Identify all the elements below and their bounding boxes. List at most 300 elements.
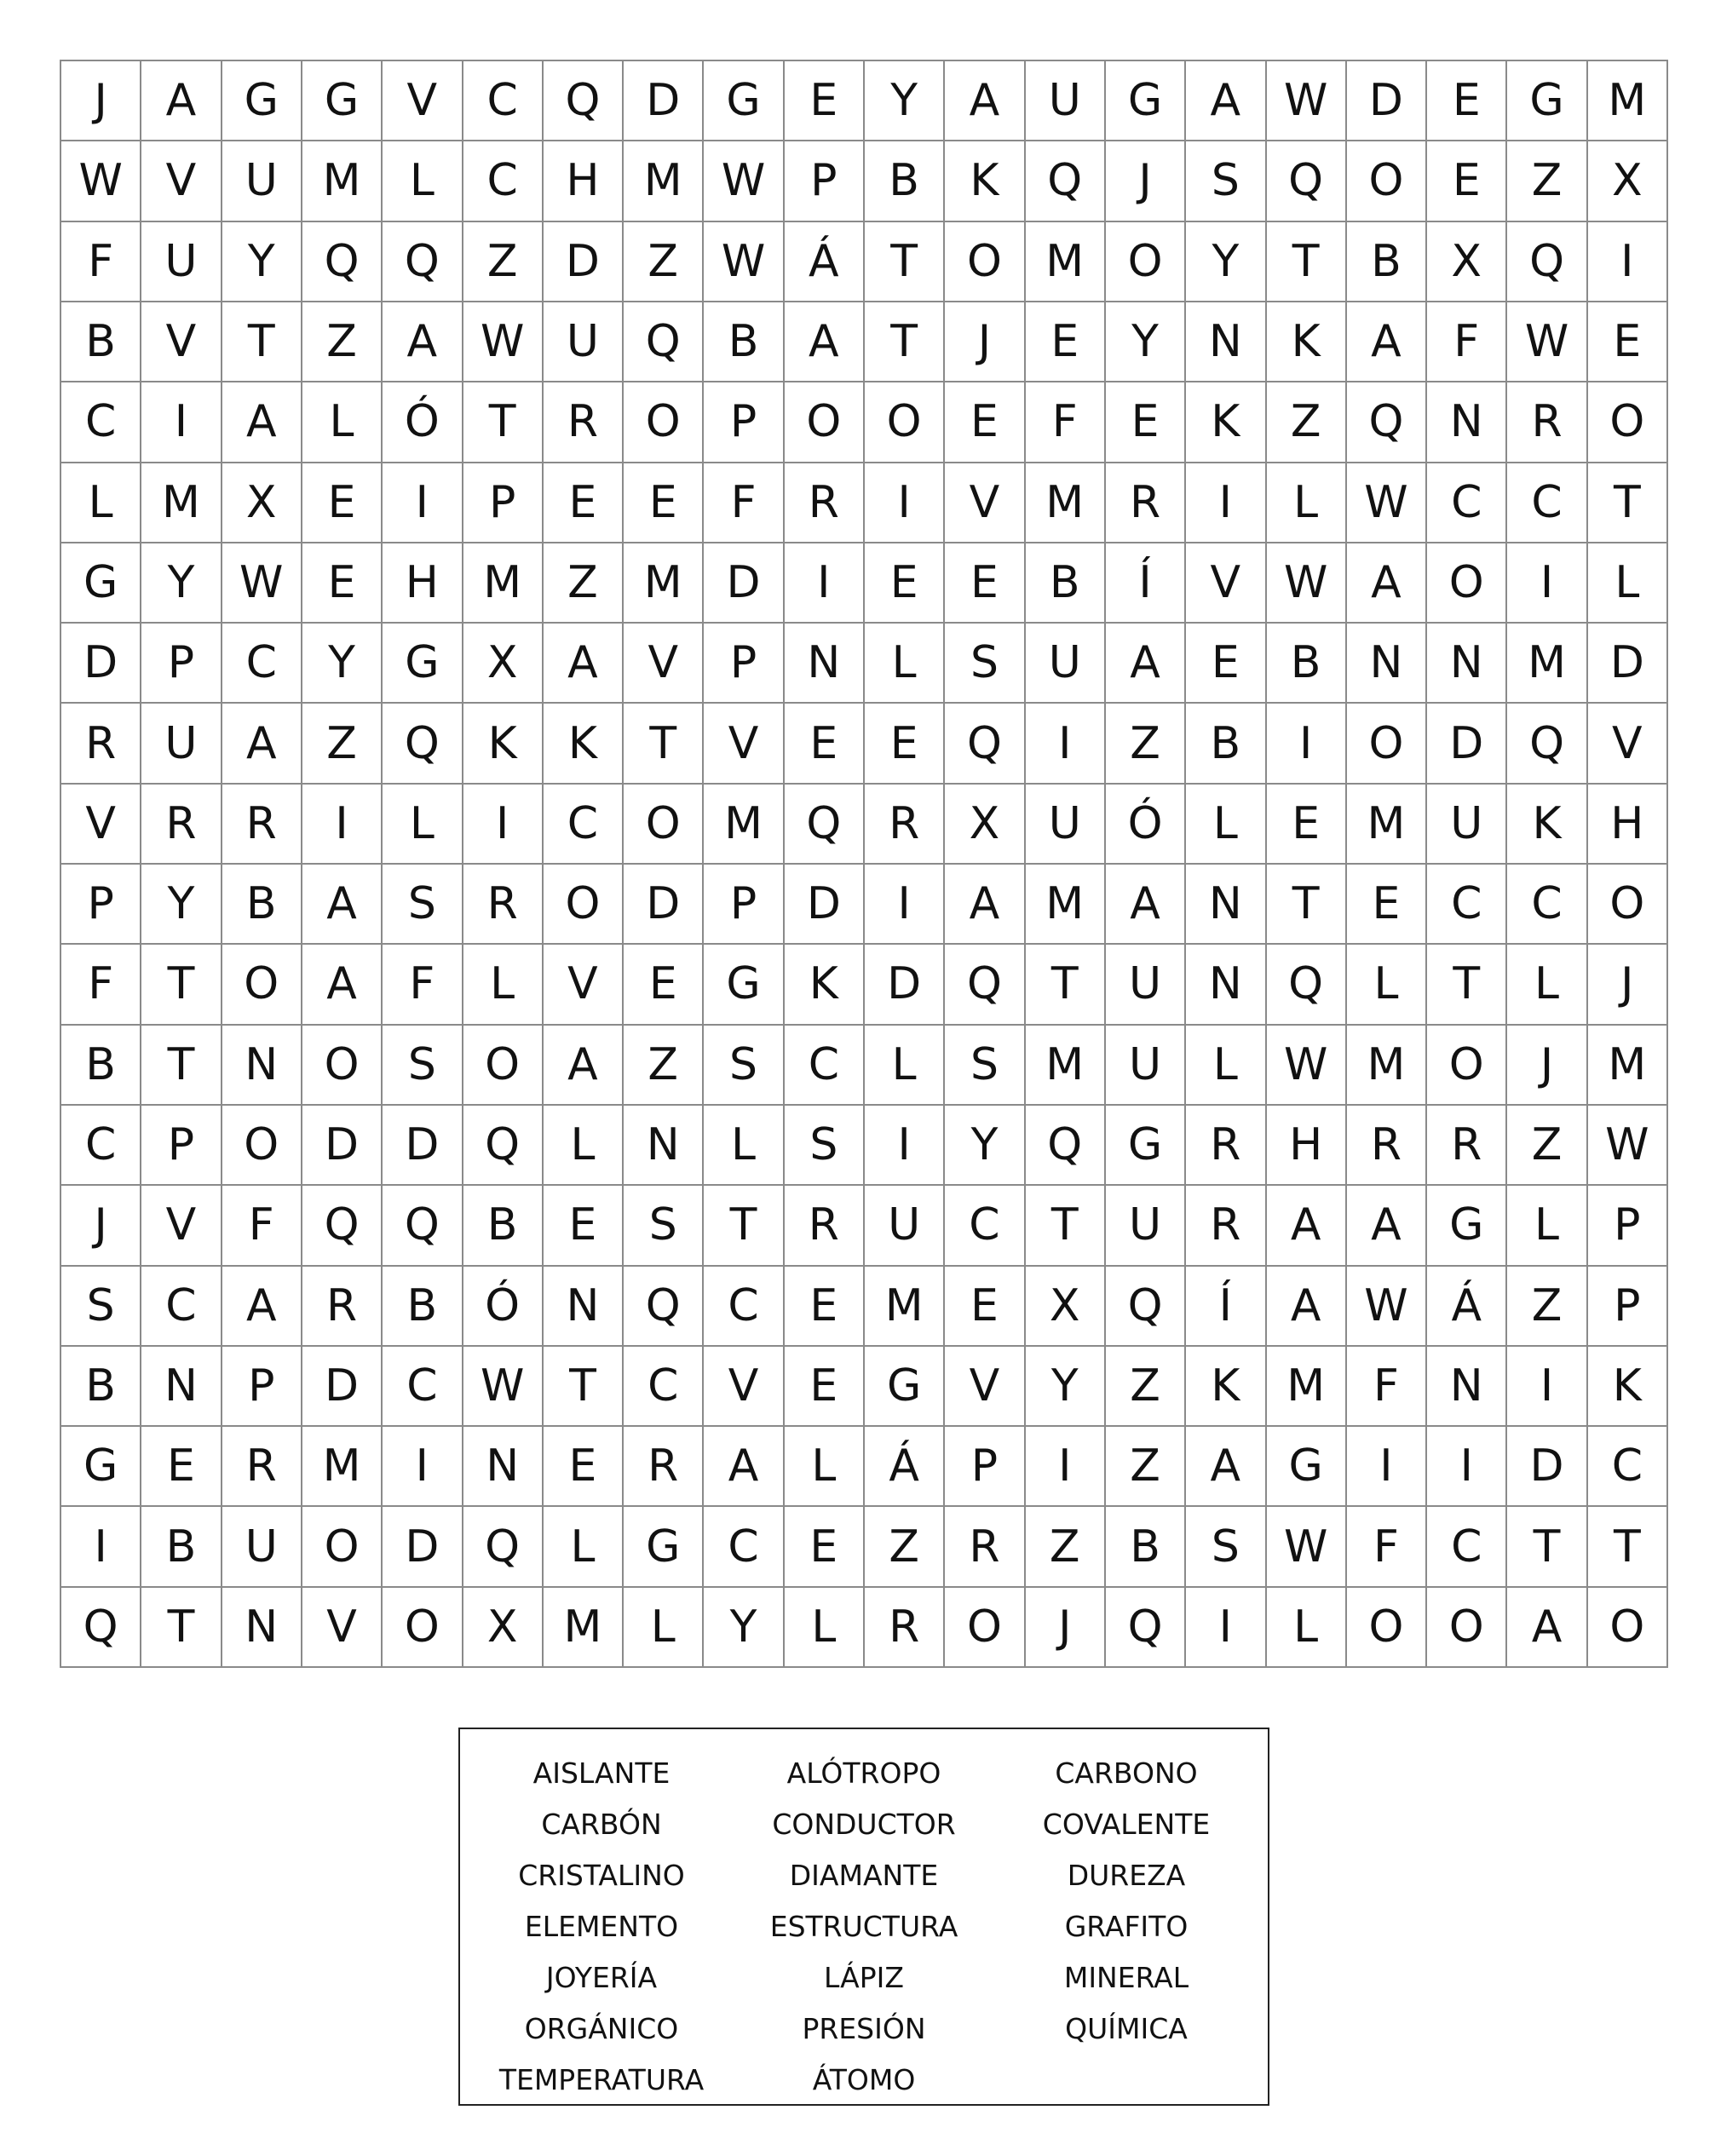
grid-cell[interactable]: P — [463, 463, 544, 543]
grid-cell[interactable]: E — [624, 945, 704, 1025]
grid-cell[interactable]: K — [544, 704, 624, 784]
grid-cell[interactable]: K — [1588, 1347, 1668, 1427]
grid-cell[interactable]: N — [141, 1347, 222, 1427]
grid-cell[interactable]: E — [302, 543, 383, 624]
grid-cell[interactable]: E — [1427, 61, 1507, 141]
grid-cell[interactable]: P — [61, 865, 141, 945]
grid-cell[interactable]: G — [383, 624, 463, 704]
grid-cell[interactable]: E — [1588, 302, 1668, 382]
grid-cell[interactable]: D — [624, 865, 704, 945]
grid-cell[interactable]: Q — [785, 785, 865, 865]
grid-cell[interactable]: E — [785, 1507, 865, 1587]
grid-cell[interactable]: Z — [1507, 141, 1587, 221]
grid-cell[interactable]: T — [1267, 222, 1347, 302]
grid-cell[interactable]: V — [141, 141, 222, 221]
grid-cell[interactable]: C — [704, 1507, 784, 1587]
grid-cell[interactable]: V — [141, 302, 222, 382]
grid-cell[interactable]: P — [1588, 1186, 1668, 1266]
grid-cell[interactable]: C — [1507, 463, 1587, 543]
grid-cell[interactable]: Q — [1267, 141, 1347, 221]
grid-cell[interactable]: D — [383, 1106, 463, 1186]
grid-cell[interactable]: D — [704, 543, 784, 624]
grid-cell[interactable]: R — [1186, 1186, 1266, 1266]
grid-cell[interactable]: I — [141, 382, 222, 463]
grid-cell[interactable]: R — [463, 865, 544, 945]
grid-cell[interactable]: Y — [704, 1588, 784, 1668]
grid-cell[interactable]: O — [945, 1588, 1025, 1668]
grid-cell[interactable]: S — [624, 1186, 704, 1266]
grid-cell[interactable]: C — [463, 61, 544, 141]
grid-cell[interactable]: O — [1427, 543, 1507, 624]
grid-cell[interactable]: C — [61, 382, 141, 463]
grid-cell[interactable]: L — [1267, 1588, 1347, 1668]
grid-cell[interactable]: P — [141, 1106, 222, 1186]
grid-cell[interactable]: Z — [1026, 1507, 1106, 1587]
grid-cell[interactable]: T — [1507, 1507, 1587, 1587]
grid-cell[interactable]: E — [624, 463, 704, 543]
grid-cell[interactable]: W — [1267, 543, 1347, 624]
grid-cell[interactable]: A — [544, 1026, 624, 1106]
grid-cell[interactable]: Q — [624, 302, 704, 382]
grid-cell[interactable]: Q — [1106, 1267, 1186, 1347]
grid-cell[interactable]: L — [1186, 785, 1266, 865]
grid-cell[interactable]: C — [383, 1347, 463, 1427]
grid-cell[interactable]: W — [222, 543, 302, 624]
grid-cell[interactable]: N — [544, 1267, 624, 1347]
grid-cell[interactable]: P — [785, 141, 865, 221]
grid-cell[interactable]: M — [302, 141, 383, 221]
grid-cell[interactable]: E — [785, 1267, 865, 1347]
grid-cell[interactable]: Q — [1026, 141, 1106, 221]
grid-cell[interactable]: R — [141, 785, 222, 865]
grid-cell[interactable]: R — [302, 1267, 383, 1347]
grid-cell[interactable]: Z — [1106, 1347, 1186, 1427]
grid-cell[interactable]: R — [61, 704, 141, 784]
grid-cell[interactable]: I — [1267, 704, 1347, 784]
grid-cell[interactable]: A — [1347, 302, 1427, 382]
grid-cell[interactable]: V — [383, 61, 463, 141]
grid-cell[interactable]: D — [383, 1507, 463, 1587]
grid-cell[interactable]: I — [1507, 543, 1587, 624]
grid-cell[interactable]: R — [945, 1507, 1025, 1587]
grid-cell[interactable]: G — [1507, 61, 1587, 141]
grid-cell[interactable]: L — [1588, 543, 1668, 624]
grid-cell[interactable]: C — [1507, 865, 1587, 945]
grid-cell[interactable]: Q — [383, 222, 463, 302]
grid-cell[interactable]: A — [302, 865, 383, 945]
grid-cell[interactable]: E — [1347, 865, 1427, 945]
grid-cell[interactable]: G — [1267, 1427, 1347, 1507]
grid-cell[interactable]: V — [945, 1347, 1025, 1427]
grid-cell[interactable]: Q — [383, 1186, 463, 1266]
grid-cell[interactable]: C — [785, 1026, 865, 1106]
grid-cell[interactable]: S — [945, 1026, 1025, 1106]
grid-cell[interactable]: B — [1186, 704, 1266, 784]
grid-cell[interactable]: K — [1186, 382, 1266, 463]
grid-cell[interactable]: V — [945, 463, 1025, 543]
grid-cell[interactable]: Q — [463, 1106, 544, 1186]
grid-cell[interactable]: E — [1267, 785, 1347, 865]
grid-cell[interactable]: K — [945, 141, 1025, 221]
grid-cell[interactable]: Ó — [1106, 785, 1186, 865]
grid-cell[interactable]: F — [1427, 302, 1507, 382]
grid-cell[interactable]: N — [222, 1026, 302, 1106]
grid-cell[interactable]: V — [544, 945, 624, 1025]
grid-cell[interactable]: A — [1347, 543, 1427, 624]
grid-cell[interactable]: R — [222, 785, 302, 865]
grid-cell[interactable]: H — [544, 141, 624, 221]
grid-cell[interactable]: M — [463, 543, 544, 624]
grid-cell[interactable]: M — [624, 543, 704, 624]
grid-cell[interactable]: S — [1186, 1507, 1266, 1587]
grid-cell[interactable]: M — [1347, 785, 1427, 865]
grid-cell[interactable]: O — [544, 865, 624, 945]
grid-cell[interactable]: Y — [945, 1106, 1025, 1186]
grid-cell[interactable]: Q — [302, 1186, 383, 1266]
grid-cell[interactable]: U — [1106, 1186, 1186, 1266]
grid-cell[interactable]: L — [624, 1588, 704, 1668]
grid-cell[interactable]: J — [61, 1186, 141, 1266]
grid-cell[interactable]: T — [1588, 1507, 1668, 1587]
grid-cell[interactable]: G — [704, 61, 784, 141]
grid-cell[interactable]: Z — [544, 543, 624, 624]
grid-cell[interactable]: O — [302, 1507, 383, 1587]
grid-cell[interactable]: K — [1186, 1347, 1266, 1427]
grid-cell[interactable]: R — [544, 382, 624, 463]
grid-cell[interactable]: L — [383, 141, 463, 221]
grid-cell[interactable]: W — [1267, 1507, 1347, 1587]
grid-cell[interactable]: Z — [1106, 1427, 1186, 1507]
grid-cell[interactable]: L — [61, 463, 141, 543]
grid-cell[interactable]: S — [704, 1026, 784, 1106]
grid-cell[interactable]: B — [463, 1186, 544, 1266]
grid-cell[interactable]: E — [865, 704, 945, 784]
grid-cell[interactable]: M — [1507, 624, 1587, 704]
grid-cell[interactable]: L — [865, 1026, 945, 1106]
grid-cell[interactable]: E — [785, 1347, 865, 1427]
grid-cell[interactable]: F — [222, 1186, 302, 1266]
grid-cell[interactable]: T — [704, 1186, 784, 1266]
grid-cell[interactable]: R — [785, 1186, 865, 1266]
grid-cell[interactable]: Q — [1026, 1106, 1106, 1186]
grid-cell[interactable]: E — [785, 704, 865, 784]
grid-cell[interactable]: G — [222, 61, 302, 141]
grid-cell[interactable]: C — [463, 141, 544, 221]
grid-cell[interactable]: O — [1347, 704, 1427, 784]
grid-cell[interactable]: T — [1267, 865, 1347, 945]
grid-cell[interactable]: P — [704, 624, 784, 704]
grid-cell[interactable]: Q — [61, 1588, 141, 1668]
grid-cell[interactable]: P — [704, 382, 784, 463]
grid-cell[interactable]: N — [1186, 945, 1266, 1025]
grid-cell[interactable]: A — [1347, 1186, 1427, 1266]
grid-cell[interactable]: L — [1507, 945, 1587, 1025]
grid-cell[interactable]: N — [1186, 865, 1266, 945]
grid-cell[interactable]: H — [1588, 785, 1668, 865]
grid-cell[interactable]: L — [1347, 945, 1427, 1025]
grid-cell[interactable]: F — [704, 463, 784, 543]
grid-cell[interactable]: A — [945, 865, 1025, 945]
grid-cell[interactable]: B — [222, 865, 302, 945]
grid-cell[interactable]: U — [544, 302, 624, 382]
grid-cell[interactable]: A — [1267, 1267, 1347, 1347]
grid-cell[interactable]: M — [1026, 1026, 1106, 1106]
grid-cell[interactable]: M — [1267, 1347, 1347, 1427]
grid-cell[interactable]: T — [1026, 945, 1106, 1025]
grid-cell[interactable]: Y — [1026, 1347, 1106, 1427]
grid-cell[interactable]: L — [544, 1507, 624, 1587]
grid-cell[interactable]: D — [785, 865, 865, 945]
grid-cell[interactable]: K — [1507, 785, 1587, 865]
grid-cell[interactable]: O — [624, 785, 704, 865]
grid-cell[interactable]: A — [1267, 1186, 1347, 1266]
grid-cell[interactable]: A — [1507, 1588, 1587, 1668]
grid-cell[interactable]: L — [383, 785, 463, 865]
grid-cell[interactable]: O — [624, 382, 704, 463]
grid-cell[interactable]: B — [704, 302, 784, 382]
grid-cell[interactable]: M — [624, 141, 704, 221]
grid-cell[interactable]: I — [1588, 222, 1668, 302]
grid-cell[interactable]: U — [1106, 945, 1186, 1025]
grid-cell[interactable]: R — [865, 1588, 945, 1668]
grid-cell[interactable]: R — [1507, 382, 1587, 463]
grid-cell[interactable]: F — [1347, 1507, 1427, 1587]
grid-cell[interactable]: W — [704, 141, 784, 221]
grid-cell[interactable]: U — [222, 1507, 302, 1587]
grid-cell[interactable]: X — [945, 785, 1025, 865]
grid-cell[interactable]: I — [302, 785, 383, 865]
grid-cell[interactable]: D — [1588, 624, 1668, 704]
grid-cell[interactable]: E — [302, 463, 383, 543]
grid-cell[interactable]: Q — [624, 1267, 704, 1347]
grid-cell[interactable]: Q — [1347, 382, 1427, 463]
grid-cell[interactable]: Q — [1106, 1588, 1186, 1668]
grid-cell[interactable]: G — [1106, 61, 1186, 141]
grid-cell[interactable]: W — [61, 141, 141, 221]
grid-cell[interactable]: A — [141, 61, 222, 141]
grid-cell[interactable]: M — [544, 1588, 624, 1668]
grid-cell[interactable]: L — [704, 1106, 784, 1186]
grid-cell[interactable]: X — [1588, 141, 1668, 221]
grid-cell[interactable]: X — [1026, 1267, 1106, 1347]
grid-cell[interactable]: Y — [1106, 302, 1186, 382]
grid-cell[interactable]: Y — [1186, 222, 1266, 302]
grid-cell[interactable]: T — [463, 382, 544, 463]
grid-cell[interactable]: Z — [302, 704, 383, 784]
grid-cell[interactable]: L — [865, 624, 945, 704]
grid-cell[interactable]: B — [61, 302, 141, 382]
grid-cell[interactable]: C — [1427, 1507, 1507, 1587]
grid-cell[interactable]: E — [945, 543, 1025, 624]
grid-cell[interactable]: B — [1106, 1507, 1186, 1587]
grid-cell[interactable]: E — [865, 543, 945, 624]
grid-cell[interactable]: V — [704, 704, 784, 784]
grid-cell[interactable]: F — [1026, 382, 1106, 463]
grid-cell[interactable]: I — [865, 865, 945, 945]
grid-cell[interactable]: E — [141, 1427, 222, 1507]
grid-cell[interactable]: Y — [141, 865, 222, 945]
grid-cell[interactable]: O — [865, 382, 945, 463]
grid-cell[interactable]: I — [1026, 704, 1106, 784]
grid-cell[interactable]: N — [785, 624, 865, 704]
grid-cell[interactable]: Q — [1507, 704, 1587, 784]
grid-cell[interactable]: N — [222, 1588, 302, 1668]
grid-cell[interactable]: O — [1588, 382, 1668, 463]
grid-cell[interactable]: W — [463, 302, 544, 382]
grid-cell[interactable]: S — [383, 1026, 463, 1106]
grid-cell[interactable]: Z — [865, 1507, 945, 1587]
grid-cell[interactable]: A — [222, 704, 302, 784]
grid-cell[interactable]: R — [1186, 1106, 1266, 1186]
grid-cell[interactable]: Q — [945, 704, 1025, 784]
grid-cell[interactable]: E — [1186, 624, 1266, 704]
grid-cell[interactable]: Q — [1267, 945, 1347, 1025]
grid-cell[interactable]: U — [141, 704, 222, 784]
grid-cell[interactable]: M — [704, 785, 784, 865]
grid-cell[interactable]: L — [785, 1427, 865, 1507]
grid-cell[interactable]: M — [141, 463, 222, 543]
grid-cell[interactable]: R — [1106, 463, 1186, 543]
grid-cell[interactable]: B — [1347, 222, 1427, 302]
grid-cell[interactable]: S — [61, 1267, 141, 1347]
grid-cell[interactable]: Z — [624, 1026, 704, 1106]
grid-cell[interactable]: D — [302, 1106, 383, 1186]
grid-cell[interactable]: W — [463, 1347, 544, 1427]
grid-cell[interactable]: T — [141, 945, 222, 1025]
grid-cell[interactable]: I — [1507, 1347, 1587, 1427]
grid-cell[interactable]: K — [463, 704, 544, 784]
grid-cell[interactable]: W — [1507, 302, 1587, 382]
grid-cell[interactable]: C — [61, 1106, 141, 1186]
grid-cell[interactable]: X — [463, 624, 544, 704]
grid-cell[interactable]: F — [61, 945, 141, 1025]
grid-cell[interactable]: B — [141, 1507, 222, 1587]
grid-cell[interactable]: F — [383, 945, 463, 1025]
grid-cell[interactable]: Í — [1186, 1267, 1266, 1347]
grid-cell[interactable]: C — [704, 1267, 784, 1347]
grid-cell[interactable]: L — [1507, 1186, 1587, 1266]
grid-cell[interactable]: A — [704, 1427, 784, 1507]
grid-cell[interactable]: A — [1186, 61, 1266, 141]
grid-cell[interactable]: P — [704, 865, 784, 945]
grid-cell[interactable]: T — [624, 704, 704, 784]
grid-cell[interactable]: C — [141, 1267, 222, 1347]
grid-cell[interactable]: G — [61, 543, 141, 624]
grid-cell[interactable]: U — [1427, 785, 1507, 865]
grid-cell[interactable]: J — [61, 61, 141, 141]
grid-cell[interactable]: K — [785, 945, 865, 1025]
grid-cell[interactable]: U — [141, 222, 222, 302]
grid-cell[interactable]: I — [61, 1507, 141, 1587]
grid-cell[interactable]: T — [141, 1588, 222, 1668]
grid-cell[interactable]: I — [383, 463, 463, 543]
grid-cell[interactable]: Z — [463, 222, 544, 302]
grid-cell[interactable]: U — [1026, 624, 1106, 704]
grid-cell[interactable]: G — [704, 945, 784, 1025]
grid-cell[interactable]: D — [1347, 61, 1427, 141]
grid-cell[interactable]: Z — [1507, 1106, 1587, 1186]
grid-cell[interactable]: M — [302, 1427, 383, 1507]
grid-cell[interactable]: O — [1588, 865, 1668, 945]
grid-cell[interactable]: N — [1427, 1347, 1507, 1427]
grid-cell[interactable]: P — [222, 1347, 302, 1427]
grid-cell[interactable]: E — [945, 1267, 1025, 1347]
grid-cell[interactable]: W — [704, 222, 784, 302]
grid-cell[interactable]: T — [865, 302, 945, 382]
grid-cell[interactable]: J — [1026, 1588, 1106, 1668]
grid-cell[interactable]: J — [1106, 141, 1186, 221]
grid-cell[interactable]: N — [624, 1106, 704, 1186]
grid-cell[interactable]: U — [865, 1186, 945, 1266]
grid-cell[interactable]: Z — [1106, 704, 1186, 784]
grid-cell[interactable]: Z — [1267, 382, 1347, 463]
grid-cell[interactable]: M — [865, 1267, 945, 1347]
grid-cell[interactable]: L — [463, 945, 544, 1025]
grid-cell[interactable]: U — [222, 141, 302, 221]
grid-cell[interactable]: R — [785, 463, 865, 543]
grid-cell[interactable]: M — [1026, 222, 1106, 302]
grid-cell[interactable]: C — [1427, 865, 1507, 945]
grid-cell[interactable]: R — [1347, 1106, 1427, 1186]
grid-cell[interactable]: Q — [1507, 222, 1587, 302]
grid-cell[interactable]: A — [945, 61, 1025, 141]
grid-cell[interactable]: C — [1427, 463, 1507, 543]
grid-cell[interactable]: N — [1186, 302, 1266, 382]
grid-cell[interactable]: D — [302, 1347, 383, 1427]
grid-cell[interactable]: O — [1588, 1588, 1668, 1668]
grid-cell[interactable]: A — [1106, 624, 1186, 704]
grid-cell[interactable]: U — [1026, 785, 1106, 865]
grid-cell[interactable]: O — [785, 382, 865, 463]
grid-cell[interactable]: T — [1026, 1186, 1106, 1266]
grid-cell[interactable]: A — [222, 1267, 302, 1347]
grid-cell[interactable]: W — [1347, 463, 1427, 543]
grid-cell[interactable]: O — [222, 945, 302, 1025]
grid-cell[interactable]: E — [544, 1186, 624, 1266]
grid-cell[interactable]: Á — [785, 222, 865, 302]
grid-cell[interactable]: Q — [463, 1507, 544, 1587]
grid-cell[interactable]: Q — [383, 704, 463, 784]
grid-cell[interactable]: L — [1186, 1026, 1266, 1106]
grid-cell[interactable]: A — [785, 302, 865, 382]
grid-cell[interactable]: R — [865, 785, 945, 865]
grid-cell[interactable]: N — [1347, 624, 1427, 704]
grid-cell[interactable]: E — [1106, 382, 1186, 463]
grid-cell[interactable]: Q — [544, 61, 624, 141]
grid-cell[interactable]: D — [865, 945, 945, 1025]
grid-cell[interactable]: I — [1186, 1588, 1266, 1668]
grid-cell[interactable]: G — [865, 1347, 945, 1427]
grid-cell[interactable]: Á — [1427, 1267, 1507, 1347]
grid-cell[interactable]: E — [1026, 302, 1106, 382]
grid-cell[interactable]: M — [1026, 463, 1106, 543]
grid-cell[interactable]: S — [785, 1106, 865, 1186]
grid-cell[interactable]: V — [624, 624, 704, 704]
grid-cell[interactable]: P — [945, 1427, 1025, 1507]
grid-cell[interactable]: W — [1347, 1267, 1427, 1347]
grid-cell[interactable]: N — [1427, 382, 1507, 463]
grid-cell[interactable]: J — [945, 302, 1025, 382]
grid-cell[interactable]: V — [704, 1347, 784, 1427]
grid-cell[interactable]: K — [1267, 302, 1347, 382]
grid-cell[interactable]: T — [222, 302, 302, 382]
grid-cell[interactable]: W — [1267, 61, 1347, 141]
grid-cell[interactable]: A — [544, 624, 624, 704]
grid-cell[interactable]: A — [383, 302, 463, 382]
grid-cell[interactable]: U — [1106, 1026, 1186, 1106]
grid-cell[interactable]: B — [61, 1347, 141, 1427]
grid-cell[interactable]: V — [1588, 704, 1668, 784]
